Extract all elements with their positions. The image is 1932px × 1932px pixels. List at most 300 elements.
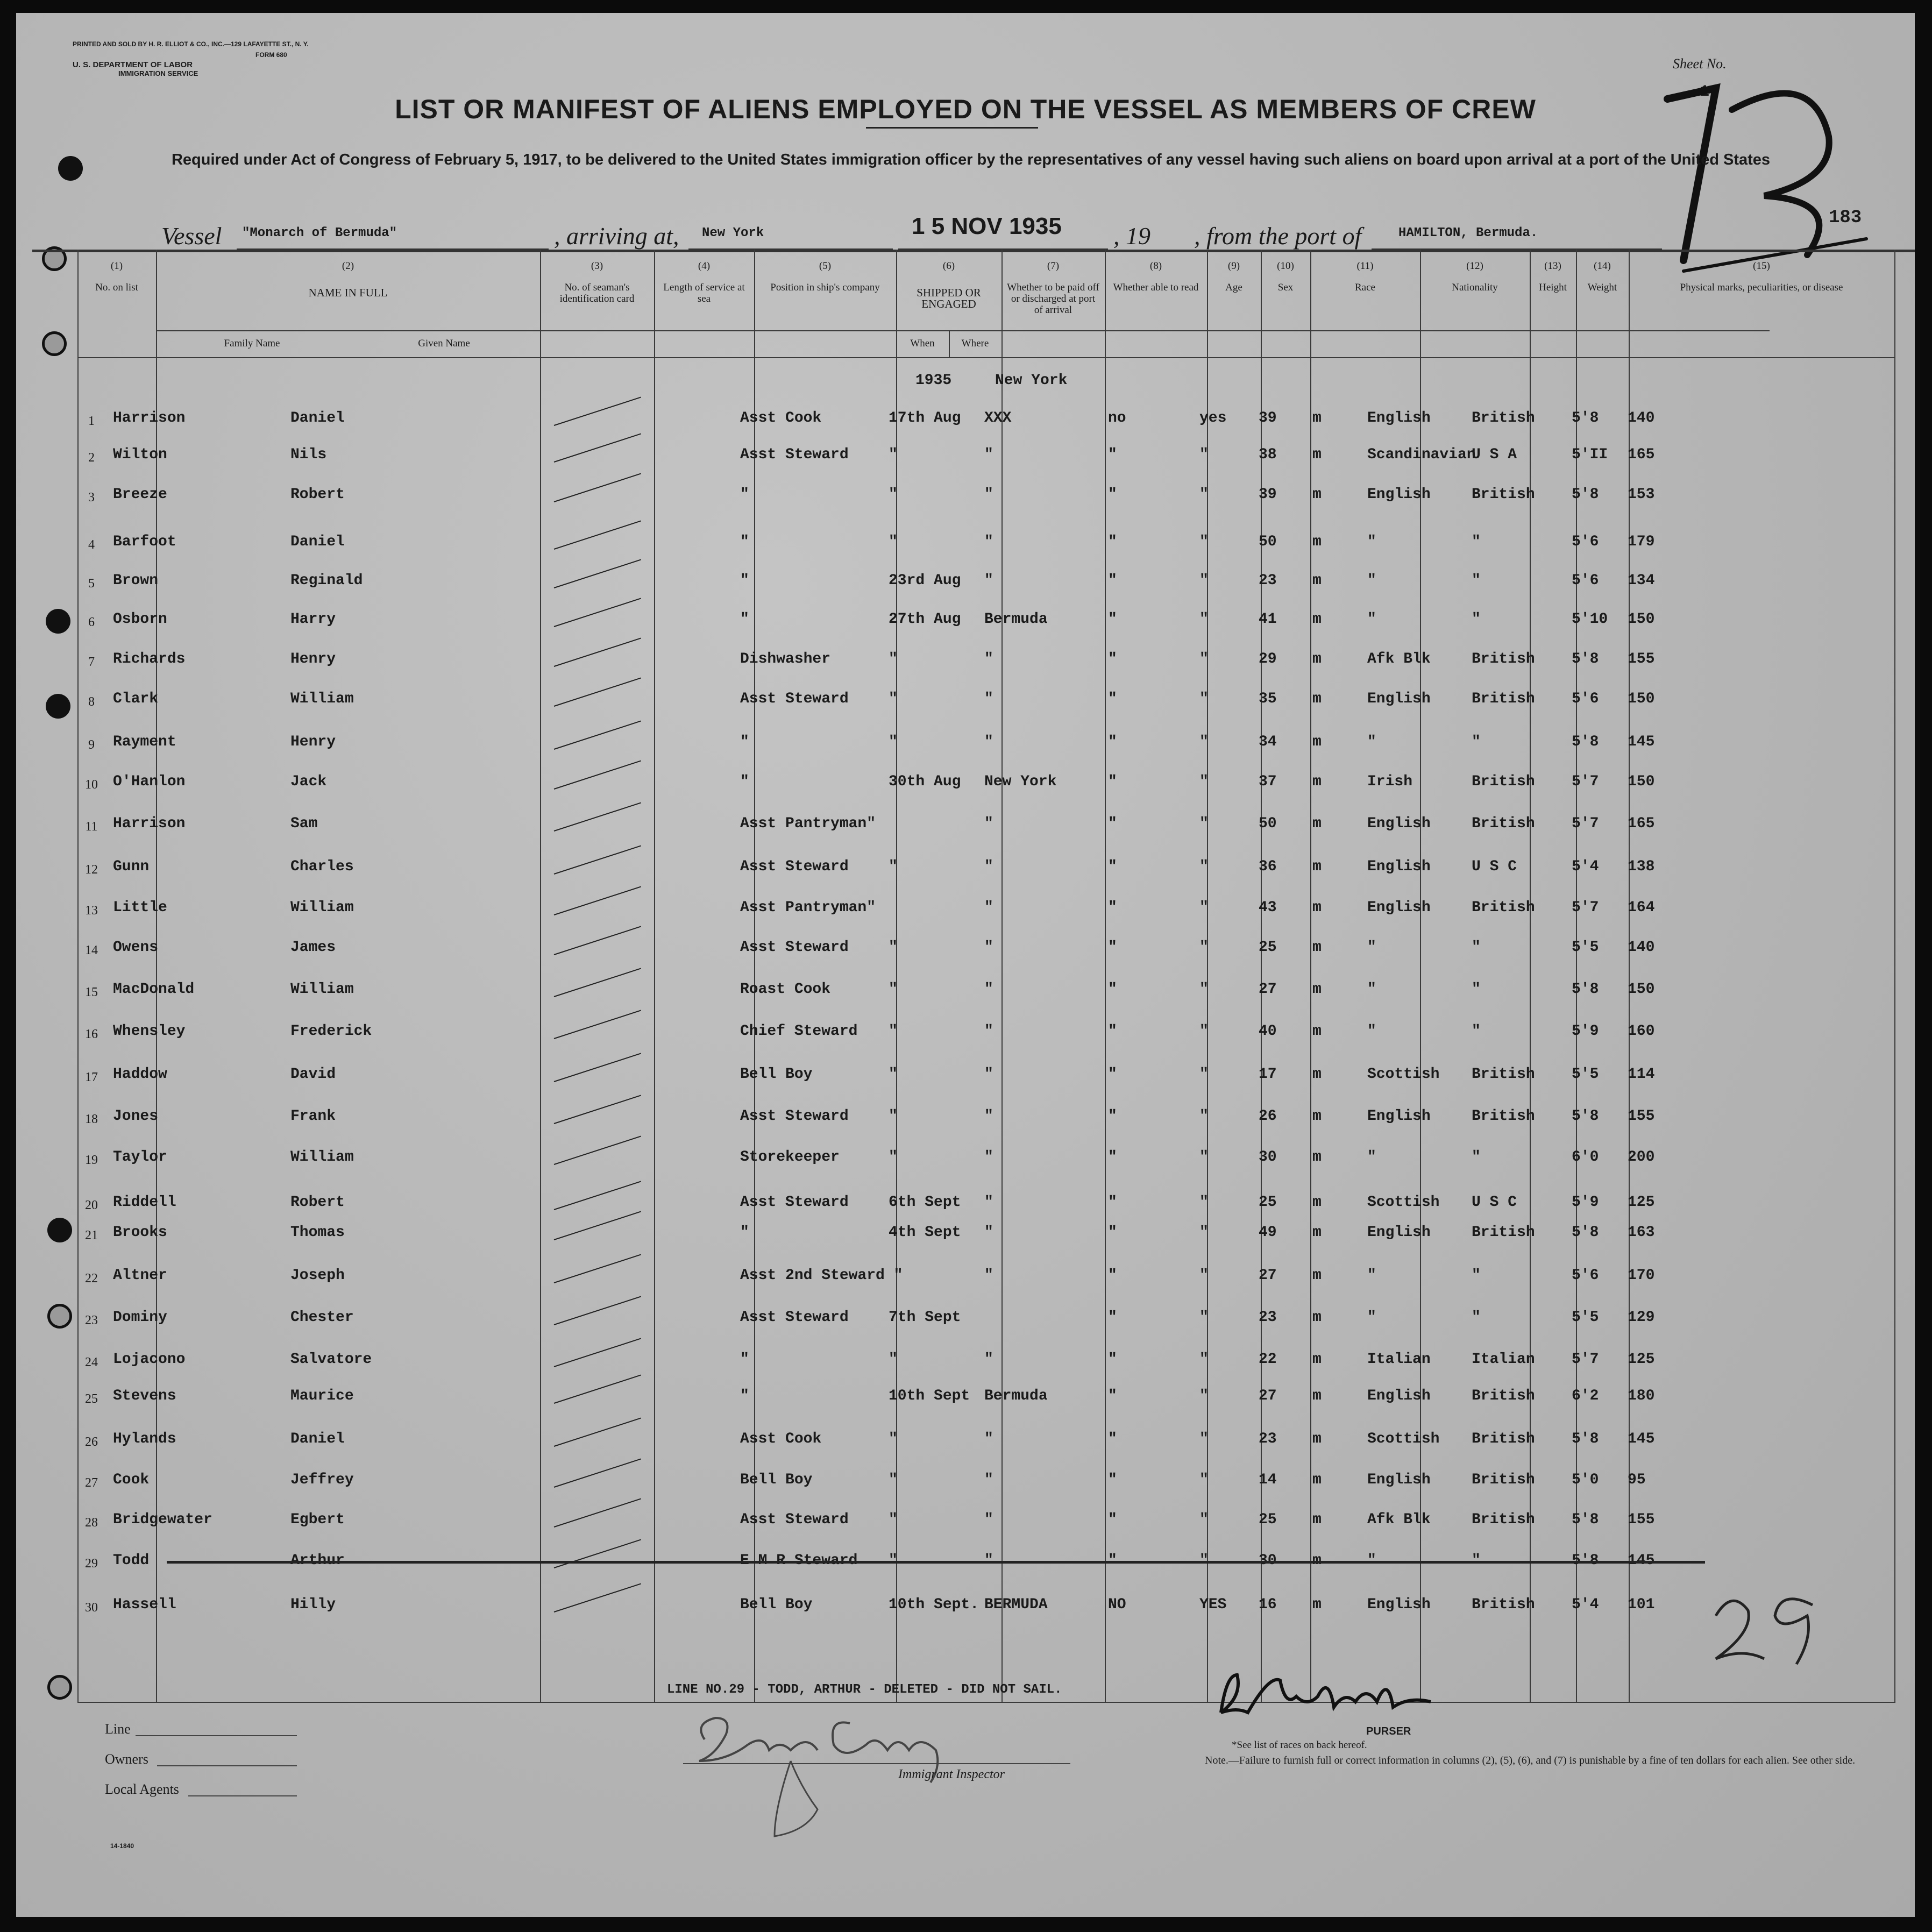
paid-off: " <box>1108 1108 1117 1125</box>
able-to-read: " <box>1199 691 1209 707</box>
height: 5'9 <box>1572 1194 1599 1211</box>
race: " <box>1367 939 1376 956</box>
column-subheader: When <box>910 338 935 349</box>
position: Asst Steward <box>740 1108 849 1125</box>
paid-off: " <box>1108 1149 1117 1166</box>
given-name: James <box>290 939 336 956</box>
shipped-where: " <box>984 446 993 463</box>
row-number: 17 <box>85 1070 98 1084</box>
shipped-where: " <box>984 1511 993 1528</box>
weight: 140 <box>1628 410 1655 427</box>
punch-hole <box>46 609 70 634</box>
given-name: William <box>290 1149 354 1166</box>
weight: 125 <box>1628 1194 1655 1211</box>
given-name: David <box>290 1066 336 1083</box>
family-name: Jones <box>113 1108 159 1125</box>
position: Asst Cook <box>740 410 822 427</box>
family-name: Osborn <box>113 611 167 628</box>
weight: 150 <box>1628 773 1655 790</box>
row-number: 8 <box>88 695 95 709</box>
column-header: Age <box>1225 282 1242 293</box>
date-stamp: 1 5 NOV 1935 <box>912 213 1062 239</box>
sex: m <box>1312 534 1322 550</box>
able-to-read: " <box>1199 899 1209 916</box>
height: 5'6 <box>1572 534 1599 550</box>
header-bottom-rule <box>77 357 1895 358</box>
subheader-divider <box>949 330 950 357</box>
position: Asst 2nd Steward " <box>740 1267 903 1284</box>
height: 5'8 <box>1572 486 1599 503</box>
position: Dishwasher <box>740 651 831 667</box>
paid-off: " <box>1108 1224 1117 1241</box>
column-number: (6) <box>942 260 955 272</box>
column-header: NAME IN FULL <box>308 286 388 299</box>
able-to-read: " <box>1199 611 1209 628</box>
nationality: British <box>1472 486 1535 503</box>
family-name: Rayment <box>113 734 176 750</box>
family-name: O'Hanlon <box>113 773 186 790</box>
position: Asst Pantryman" <box>740 815 876 832</box>
owners-label: Owners <box>105 1751 148 1767</box>
shipped-where: " <box>984 815 993 832</box>
row-number: 30 <box>85 1601 98 1615</box>
age: 50 <box>1259 534 1277 550</box>
height: 5'8 <box>1572 1431 1599 1447</box>
shipped-where: BERMUDA <box>984 1596 1048 1613</box>
able-to-read: " <box>1199 1194 1209 1211</box>
row-number: 4 <box>88 538 95 552</box>
able-to-read: " <box>1199 534 1209 550</box>
nationality: British <box>1472 651 1535 667</box>
age: 39 <box>1259 486 1277 503</box>
shipped-when: " <box>889 1472 898 1488</box>
shipped-when: 10th Sept <box>889 1388 970 1404</box>
row-number: 26 <box>85 1435 98 1449</box>
nationality: British <box>1472 815 1535 832</box>
age: 23 <box>1259 1431 1277 1447</box>
purser-label: PURSER <box>1366 1725 1411 1737</box>
race: English <box>1367 486 1431 503</box>
from-port-label: , from the port of <box>1194 222 1362 250</box>
age: 17 <box>1259 1066 1277 1083</box>
age: 16 <box>1259 1596 1277 1613</box>
weight: 170 <box>1628 1267 1655 1284</box>
family-name: Lojacono <box>113 1351 186 1368</box>
given-name: Frederick <box>290 1023 372 1040</box>
able-to-read: " <box>1199 981 1209 998</box>
row-number: 22 <box>85 1272 98 1285</box>
nationality: British <box>1472 410 1535 427</box>
row-number: 18 <box>85 1112 98 1126</box>
height: 5'7 <box>1572 773 1599 790</box>
sex: m <box>1312 858 1322 875</box>
able-to-read: " <box>1199 1431 1209 1447</box>
age: 25 <box>1259 1511 1277 1528</box>
shipped-where: " <box>984 1108 993 1125</box>
sex: m <box>1312 773 1322 790</box>
given-name: Jeffrey <box>290 1472 354 1488</box>
family-name: Altner <box>113 1267 167 1284</box>
shipped-when: " <box>889 651 898 667</box>
family-name: Taylor <box>113 1149 167 1166</box>
able-to-read: " <box>1199 1224 1209 1241</box>
age: 25 <box>1259 939 1277 956</box>
shipped-where: " <box>984 1267 993 1284</box>
shipped-where: " <box>984 1194 993 1211</box>
line-field-rule <box>136 1735 297 1736</box>
column-number: (8) <box>1149 260 1162 272</box>
inspector-rule <box>683 1763 1070 1764</box>
column-header: Length of service at sea <box>663 282 745 304</box>
position: Storekeeper <box>740 1149 840 1166</box>
sex: m <box>1312 1267 1322 1284</box>
race: English <box>1367 410 1431 427</box>
weight: 165 <box>1628 446 1655 463</box>
punch-hole <box>58 156 83 181</box>
column-header: Whether able to read <box>1113 282 1199 293</box>
punch-hole <box>42 331 67 356</box>
paid-off: " <box>1108 446 1117 463</box>
column-subheader: Given Name <box>418 338 470 349</box>
family-name: Stevens <box>113 1388 176 1404</box>
age: 30 <box>1259 1149 1277 1166</box>
age: 27 <box>1259 1267 1277 1284</box>
shipped-when: " <box>889 1351 898 1368</box>
age: 29 <box>1259 651 1277 667</box>
shipped-where: " <box>984 651 993 667</box>
race: English <box>1367 899 1431 916</box>
able-to-read: " <box>1199 773 1209 790</box>
able-to-read: " <box>1199 1267 1209 1284</box>
row-number: 12 <box>85 863 98 877</box>
position: " <box>740 1351 749 1368</box>
position: Asst Cook <box>740 1431 822 1447</box>
able-to-read: " <box>1199 734 1209 750</box>
column-number: (9) <box>1227 260 1240 272</box>
nationality: British <box>1472 1596 1535 1613</box>
shipped-where: " <box>984 1023 993 1040</box>
paid-off: " <box>1108 899 1117 916</box>
able-to-read: " <box>1199 572 1209 589</box>
line-label: Line <box>105 1721 131 1737</box>
paid-off: " <box>1108 572 1117 589</box>
age: 26 <box>1259 1108 1277 1125</box>
paid-off: " <box>1108 734 1117 750</box>
sex: m <box>1312 981 1322 998</box>
nationality: British <box>1472 1066 1535 1083</box>
column-number: (7) <box>1047 260 1060 272</box>
race: Scottish <box>1367 1066 1440 1083</box>
height: 5'5 <box>1572 1066 1599 1083</box>
row-number: 7 <box>88 655 95 669</box>
shipped-when: " <box>889 1066 898 1083</box>
sex: m <box>1312 815 1322 832</box>
row-number: 27 <box>85 1476 98 1490</box>
position: " <box>740 611 749 628</box>
punch-hole <box>46 694 70 719</box>
column-number: (5) <box>819 260 832 272</box>
family-name: Whensley <box>113 1023 186 1040</box>
race: Afk Blk <box>1367 1511 1431 1528</box>
age: 50 <box>1259 815 1277 832</box>
paid-off: " <box>1108 773 1117 790</box>
shipped-where: " <box>984 1149 993 1166</box>
column-number: (4) <box>698 260 711 272</box>
sex: m <box>1312 1023 1322 1040</box>
paid-off: " <box>1108 1309 1117 1326</box>
given-name: William <box>290 899 354 916</box>
sex: m <box>1312 1596 1322 1613</box>
family-name: MacDonald <box>113 981 195 998</box>
race: Scottish <box>1367 1194 1440 1211</box>
shipped-where: " <box>984 858 993 875</box>
position: Bell Boy <box>740 1066 813 1083</box>
punch-hole <box>47 1218 72 1242</box>
paid-off: " <box>1108 1023 1117 1040</box>
sex: m <box>1312 899 1322 916</box>
shipped-when: 7th Sept <box>889 1309 961 1326</box>
weight: 114 <box>1628 1066 1655 1083</box>
race: " <box>1367 734 1376 750</box>
weight: 165 <box>1628 815 1655 832</box>
arriving-port: New York <box>702 226 764 240</box>
department-name: U. S. DEPARTMENT OF LABOR <box>73 60 193 69</box>
height: 5'8 <box>1572 981 1599 998</box>
given-name: Charles <box>290 858 354 875</box>
family-name: Owens <box>113 939 159 956</box>
sex: m <box>1312 1224 1322 1241</box>
handwritten-margin-note <box>1705 1583 1823 1670</box>
penalty-note: Note.—Failure to furnish full or correct information in columns (2), (5), (6), and (7) is punishable by a fine of ten dollars for each alien. See other side. <box>1205 1755 1856 1766</box>
shipped-when: 27th Aug <box>889 611 961 628</box>
shipped-when: " <box>889 1149 898 1166</box>
height: 5'6 <box>1572 572 1599 589</box>
shipped-when: " <box>889 1431 898 1447</box>
shipped-when: " <box>889 734 898 750</box>
shipped-when: 4th Sept <box>889 1224 961 1241</box>
age: 39 <box>1259 410 1277 427</box>
age: 37 <box>1259 773 1277 790</box>
row-number: 11 <box>85 820 98 834</box>
sex: m <box>1312 410 1322 427</box>
height: 5'8 <box>1572 1224 1599 1241</box>
given-name: Frank <box>290 1108 336 1125</box>
height: 5'6 <box>1572 1267 1599 1284</box>
family-name: Todd <box>113 1552 150 1569</box>
able-to-read: " <box>1199 1351 1209 1368</box>
row-number: 15 <box>85 985 98 999</box>
family-name: Bridgewater <box>113 1511 212 1528</box>
race: English <box>1367 815 1431 832</box>
sex: m <box>1312 1511 1322 1528</box>
deleted-row-strike <box>167 1561 1705 1564</box>
shipped-when: " <box>889 1023 898 1040</box>
paid-off: " <box>1108 1267 1117 1284</box>
given-name: Robert <box>290 1194 345 1211</box>
given-name: Henry <box>290 651 336 667</box>
form-code: 14-1840 <box>110 1842 134 1850</box>
nationality: British <box>1472 1388 1535 1404</box>
family-name: Wilton <box>113 446 167 463</box>
race: " <box>1367 981 1376 998</box>
weight: 134 <box>1628 572 1655 589</box>
race: English <box>1367 1108 1431 1125</box>
age: 25 <box>1259 1194 1277 1211</box>
sex: m <box>1312 651 1322 667</box>
nationality: British <box>1472 899 1535 916</box>
column-header: Whether to be paid off or discharged at port of arrival <box>1007 282 1099 316</box>
able-to-read: yes <box>1199 410 1227 427</box>
nationality: British <box>1472 1108 1535 1125</box>
column-header: Weight <box>1587 282 1617 293</box>
page-subtitle: Required under Act of Congress of February 5, 1917, to be delivered to the United States immigration officer by the representatives of any vessel having such aliens on board upon arrival at a port of the United States <box>171 151 1771 168</box>
sex: m <box>1312 1149 1322 1166</box>
column-header: Sex <box>1277 282 1294 293</box>
row-number: 23 <box>85 1313 98 1327</box>
age: 49 <box>1259 1224 1277 1241</box>
height: 6'2 <box>1572 1388 1599 1404</box>
family-name: Brown <box>113 572 159 589</box>
nationality: U S C <box>1472 858 1517 875</box>
paid-off: " <box>1108 1066 1117 1083</box>
nationality: British <box>1472 1472 1535 1488</box>
race: " <box>1367 1149 1376 1166</box>
header-subrule <box>156 330 1770 331</box>
row-number: 25 <box>85 1392 98 1406</box>
row-number: 6 <box>88 615 95 629</box>
weight: 145 <box>1628 734 1655 750</box>
family-name: Riddell <box>113 1194 176 1211</box>
weight: 179 <box>1628 534 1655 550</box>
race: " <box>1367 1023 1376 1040</box>
sex: m <box>1312 486 1322 503</box>
inspector-label: Immigrant Inspector <box>898 1767 1005 1781</box>
race: Irish <box>1367 773 1413 790</box>
weight: 153 <box>1628 486 1655 503</box>
race: Scottish <box>1367 1431 1440 1447</box>
paid-off: " <box>1108 486 1117 503</box>
column-number: (10) <box>1277 260 1294 272</box>
position: Asst Pantryman" <box>740 899 876 916</box>
age: 40 <box>1259 1023 1277 1040</box>
given-name: Salvatore <box>290 1351 372 1368</box>
age: 43 <box>1259 899 1277 916</box>
race: " <box>1367 1309 1376 1326</box>
shipped-where: " <box>984 981 993 998</box>
paid-off: " <box>1108 611 1117 628</box>
given-name: Chester <box>290 1309 354 1326</box>
shipped-where: Bermuda <box>984 611 1048 628</box>
printer-line: PRINTED AND SOLD BY H. R. ELLIOT & CO., INC.—129 LAFAYETTE ST., N. Y. <box>73 40 309 48</box>
sex: m <box>1312 611 1322 628</box>
column-number: (1) <box>110 260 123 272</box>
able-to-read: " <box>1199 1309 1209 1326</box>
paid-off: " <box>1108 534 1117 550</box>
shipped-where: " <box>984 534 993 550</box>
able-to-read: " <box>1199 651 1209 667</box>
shipped-when: " <box>889 858 898 875</box>
nationality: British <box>1472 1511 1535 1528</box>
shipped-where: " <box>984 734 993 750</box>
family-name: Dominy <box>113 1309 167 1326</box>
height: 5'10 <box>1572 611 1608 628</box>
given-name: Harry <box>290 611 336 628</box>
nationality: British <box>1472 691 1535 707</box>
year-row-where: New York <box>995 372 1068 389</box>
family-name: Hassell <box>113 1596 176 1613</box>
position: Asst Steward <box>740 691 849 707</box>
row-number: 5 <box>88 577 95 591</box>
shipped-when: 17th Aug <box>889 410 961 427</box>
column-header: Physical marks, peculiarities, or disease <box>1680 282 1843 293</box>
row-number: 13 <box>85 904 98 918</box>
able-to-read: " <box>1199 1472 1209 1488</box>
nationality: " <box>1472 1149 1481 1166</box>
race: " <box>1367 1267 1376 1284</box>
given-name: Robert <box>290 486 345 503</box>
shipped-when: " <box>889 1511 898 1528</box>
age: 14 <box>1259 1472 1277 1488</box>
able-to-read: " <box>1199 486 1209 503</box>
agents-label: Local Agents <box>105 1781 179 1797</box>
owners-field-rule <box>157 1765 297 1766</box>
able-to-read: " <box>1199 446 1209 463</box>
given-name: Joseph <box>290 1267 345 1284</box>
row-number: 19 <box>85 1153 98 1167</box>
able-to-read: " <box>1199 858 1209 875</box>
service-name: IMMIGRATION SERVICE <box>118 69 198 77</box>
position: " <box>740 734 749 750</box>
nationality: British <box>1472 773 1535 790</box>
family-name: Harrison <box>113 815 186 832</box>
from-port: HAMILTON, Bermuda. <box>1398 226 1538 240</box>
race: English <box>1367 1472 1431 1488</box>
given-name: Daniel <box>290 534 345 550</box>
paid-off: " <box>1108 1511 1117 1528</box>
given-name: Daniel <box>290 1431 345 1447</box>
column-number: (15) <box>1753 260 1770 272</box>
nationality: " <box>1472 939 1481 956</box>
column-header: Height <box>1539 282 1567 293</box>
shipped-where: " <box>984 486 993 503</box>
age: 36 <box>1259 858 1277 875</box>
weight: 155 <box>1628 651 1655 667</box>
height: 5'4 <box>1572 858 1599 875</box>
sheet-number-label: Sheet No. <box>1673 56 1727 72</box>
race: Scandinavian <box>1367 446 1476 463</box>
row-number: 9 <box>88 738 95 752</box>
sex: m <box>1312 1309 1322 1326</box>
weight: 155 <box>1628 1108 1655 1125</box>
given-name: Egbert <box>290 1511 345 1528</box>
shipped-when: 23rd Aug <box>889 572 961 589</box>
paid-off: " <box>1108 651 1117 667</box>
race: Afk Blk <box>1367 651 1431 667</box>
able-to-read: " <box>1199 1023 1209 1040</box>
position: " <box>740 486 749 503</box>
column-number: (13) <box>1544 260 1561 272</box>
position: " <box>740 773 749 790</box>
height: 5'7 <box>1572 1351 1599 1368</box>
paid-off: " <box>1108 815 1117 832</box>
sex: m <box>1312 1066 1322 1083</box>
height: 5'8 <box>1572 410 1599 427</box>
weight: 150 <box>1628 611 1655 628</box>
position: Asst Steward <box>740 1511 849 1528</box>
able-to-read: " <box>1199 1066 1209 1083</box>
shipped-when: " <box>889 939 898 956</box>
nationality: British <box>1472 1224 1535 1241</box>
